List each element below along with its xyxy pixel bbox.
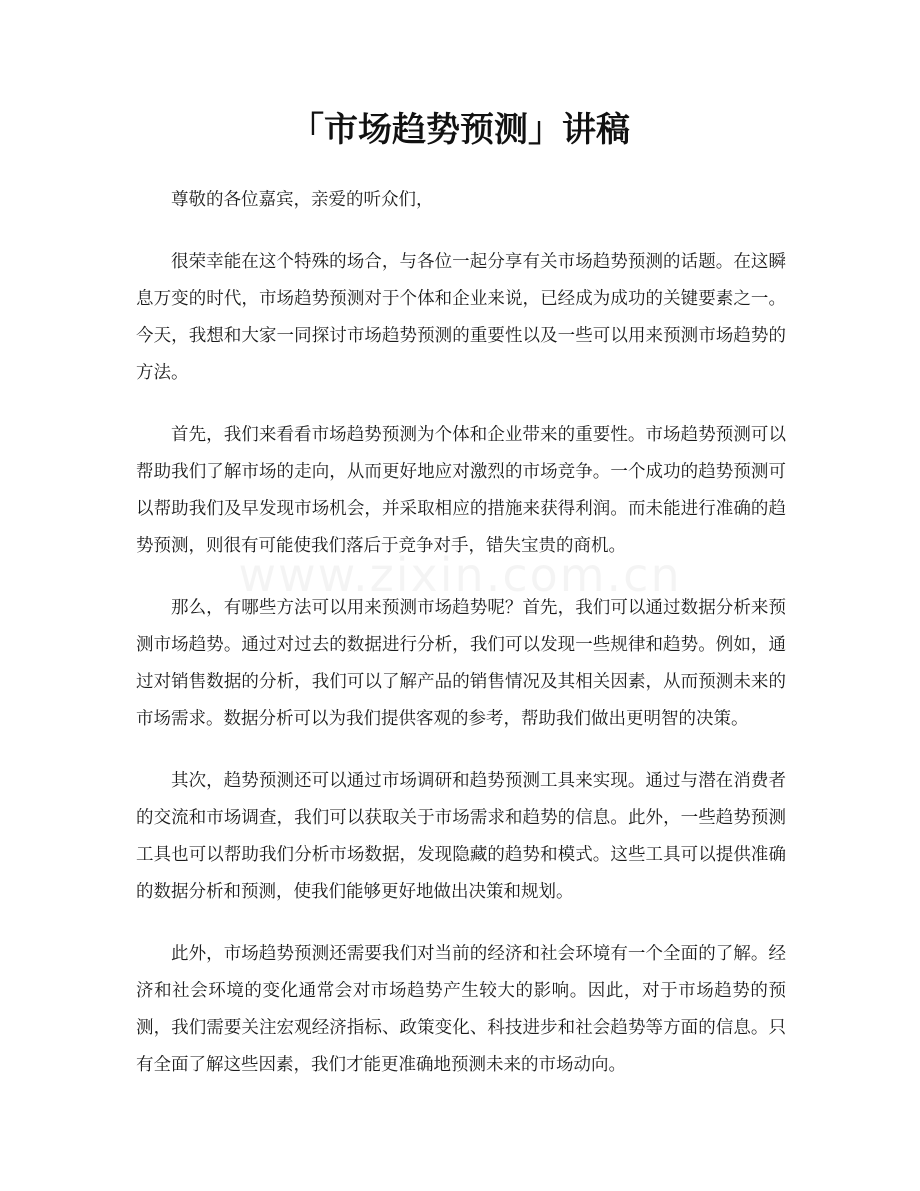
paragraph-data-analysis: 那么，有哪些方法可以用来预测市场趋势呢？首先，我们可以通过数据分析来预测市场趋势。通过对过去的数据进行分析，我们可以发现一些规律和趋势。例如，通过对销售数据的分析，我们可以了解产品的销售情况及其相关因素，从而预测未来的市场需求。数据分析可以为我们提供客观的参考，帮助我们做出更明智的决策。 (136, 598, 786, 729)
paragraph-market-research: 其次，趋势预测还可以通过市场调研和趋势预测工具来实现。通过与潜在消费者的交流和市场调查，我们可以获取关于市场需求和趋势的信息。此外，一些趋势预测工具也可以帮助我们分析市场数据，发现隐藏的趋势和模式。这些工具可以提供准确的数据分析和预测，使我们能够更好地做出决策和规划。 (136, 771, 786, 902)
paragraph-greeting: 尊敬的各位嘉宾，亲爱的听众们， (171, 190, 434, 210)
paragraph-environment: 此外，市场趋势预测还需要我们对当前的经济和社会环境有一个全面的了解。经济和社会环境的变化通常会对市场趋势产生较大的影响。因此，对于市场趋势的预测，我们需要关注宏观经济指标、政策变化、科技进步和社会趋势等方面的信息。只有全面了解这些因素，我们才能更准确地预测未来的市场动向。 (136, 944, 786, 1075)
paragraph-importance: 首先，我们来看看市场趋势预测为个体和企业带来的重要性。市场趋势预测可以帮助我们了解市场的走向，从而更好地应对激烈的市场竞争。一个成功的趋势预测可以帮助我们及早发现市场机会，并采取相应的措施来获得利润。而未能进行准确的趋势预测，则很有可能使我们落后于竞争对手，错失宝贵的商机。 (136, 425, 786, 556)
document-body (136, 182, 786, 1109)
page-title: 「市场趋势预测」讲稿 (290, 110, 630, 150)
paragraph-intro: 很荣幸能在这个特殊的场合，与各位一起分享有关市场趋势预测的话题。在这瞬息万变的时代，市场趋势预测对于个体和企业来说，已经成为成功的关键要素之一。今天，我想和大家一同探讨市场趋势预测的重要性以及一些可以用来预测市场趋势的方法。 (136, 252, 786, 383)
